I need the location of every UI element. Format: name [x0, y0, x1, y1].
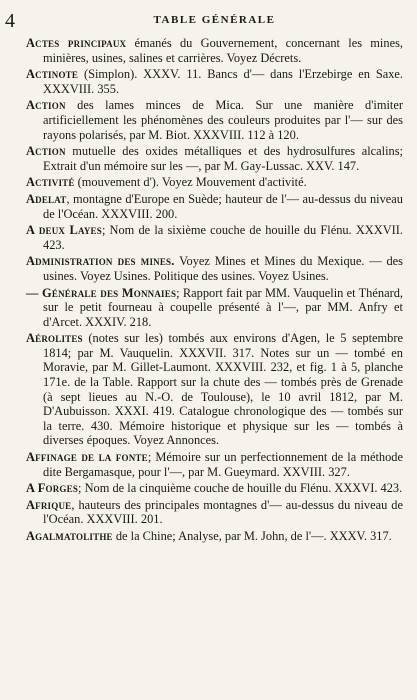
entry-text: des lames minces de Mica. Sur une manière d'imiter artificiellement les phénomènes des couleurs produites par l'— sur des rayons polarisés, par M. Biot. XXXVIII. 112 à 120.: [43, 98, 403, 142]
entry-term: — Générale des Monnaies: [26, 285, 177, 300]
entry-term: A Forges: [26, 481, 79, 496]
entry-text: ; Mémoire sur un perfectionnement de la méthode dite Bergamasque, pour l'—, par M. Gueymard. XXVIII. 327.: [43, 450, 404, 479]
page-number: 4: [5, 10, 15, 32]
page-header: [5, 8, 403, 36]
entry-text: , montagne d'Europe en Suède; hauteur de l'— au-dessus du niveau de l'Océan. XXXVIII. 200.: [43, 191, 403, 221]
index-entry: [26, 529, 403, 544]
entry-text: ; Nom de la cinquième couche de houille du Flénu. XXXVI. 423.: [78, 481, 403, 496]
entry-text: , hauteurs des principales montagnes d'— au-dessus du niveau de l'Océan. XXXVIII. 201.: [43, 497, 403, 527]
entry-text: mutuelle des oxides métalliques et des hydrosulfures alcalins; Extrait d'un mémoire sur les —, par M. Gay-Lussac. XXV. 147.: [43, 144, 403, 173]
entry-text: émanés du Gouvernement, concernant les mines, minières, usines, salines et carrières. Voyez Décrets.: [43, 36, 403, 65]
index-entry: [26, 450, 403, 479]
entry-text: Voyez Mines et Mines du Mexique. — des usines. Voyez Usines. Politique des usines. Voyez Usines.: [43, 254, 403, 283]
entry-term: A deux Layes: [26, 223, 102, 238]
entry-term: Actes principaux: [26, 36, 127, 50]
entry-term: Agalmatolithe: [26, 529, 113, 543]
entry-text: (Simplon). XXXV. 11. Bancs d'— dans l'Erzebirge en Saxe. XXXVIII. 355.: [43, 67, 403, 96]
entry-text: (notes sur les) tombés aux environs d'Agen, le 5 septembre 1814; par M. Vauquelin. XXXVII. 317. Notes sur un — tombé en Moravie, par M. Gillet-Laumont. XXXVIII. 232, et fig. 1 à 5, planche 171e. de la Table. Rapport sur la chute des — tombés près de Grenade (à sept lieues au N.-O. de Toulouse), le 10 avril 1812, par M. D'Aubuisson. XXXI. 419. Catalogue chronologique des — tombés sur la terre. 430. Mémoire historique et physique sur les — tombés à diverses époques. Voyez Annonces.: [43, 331, 403, 448]
entry-term: Actinote: [26, 67, 79, 82]
entry-term: Activité: [26, 175, 75, 190]
running-title: TABLE GÉNÉRALE: [153, 14, 276, 26]
index-entry: [26, 498, 403, 527]
entry-term: Aérolites: [26, 331, 83, 346]
index-entry: [26, 98, 403, 142]
index-entry: [26, 481, 403, 496]
entry-term: Adelat: [26, 191, 67, 206]
index-entry: [26, 331, 403, 448]
index-entry: [26, 175, 403, 190]
entry-text: ; Nom de la sixième couche de houille du Flénu. XXXVII. 423.: [43, 223, 403, 252]
index-entry: [26, 144, 403, 173]
index-entry: [26, 67, 403, 96]
entry-term: Action: [26, 98, 66, 113]
index-entry: [26, 36, 403, 65]
index-entry: [26, 192, 403, 221]
entry-text: ; Rapport fait par MM. Vauquelin et Thénard, sur le petit fourneau à coupelle présenté à l'—, par MM. Anfry et d'Arcet. XXXIV. 218.: [43, 285, 403, 329]
entry-term: Affinage de la fonte: [26, 450, 148, 465]
entry-term: Action: [26, 144, 66, 159]
entry-text: (mouvement d'). Voyez Mouvement d'activité.: [74, 175, 307, 190]
entry-text: de la Chine; Analyse, par M. John, de l'—. XXXV. 317.: [112, 529, 392, 543]
entry-term: Administration des mines.: [26, 254, 175, 269]
index-entries: [26, 36, 403, 544]
entry-term: Afrique: [26, 497, 72, 512]
index-entry: [26, 286, 403, 330]
index-entry: [26, 223, 403, 252]
index-entry: [26, 254, 403, 283]
